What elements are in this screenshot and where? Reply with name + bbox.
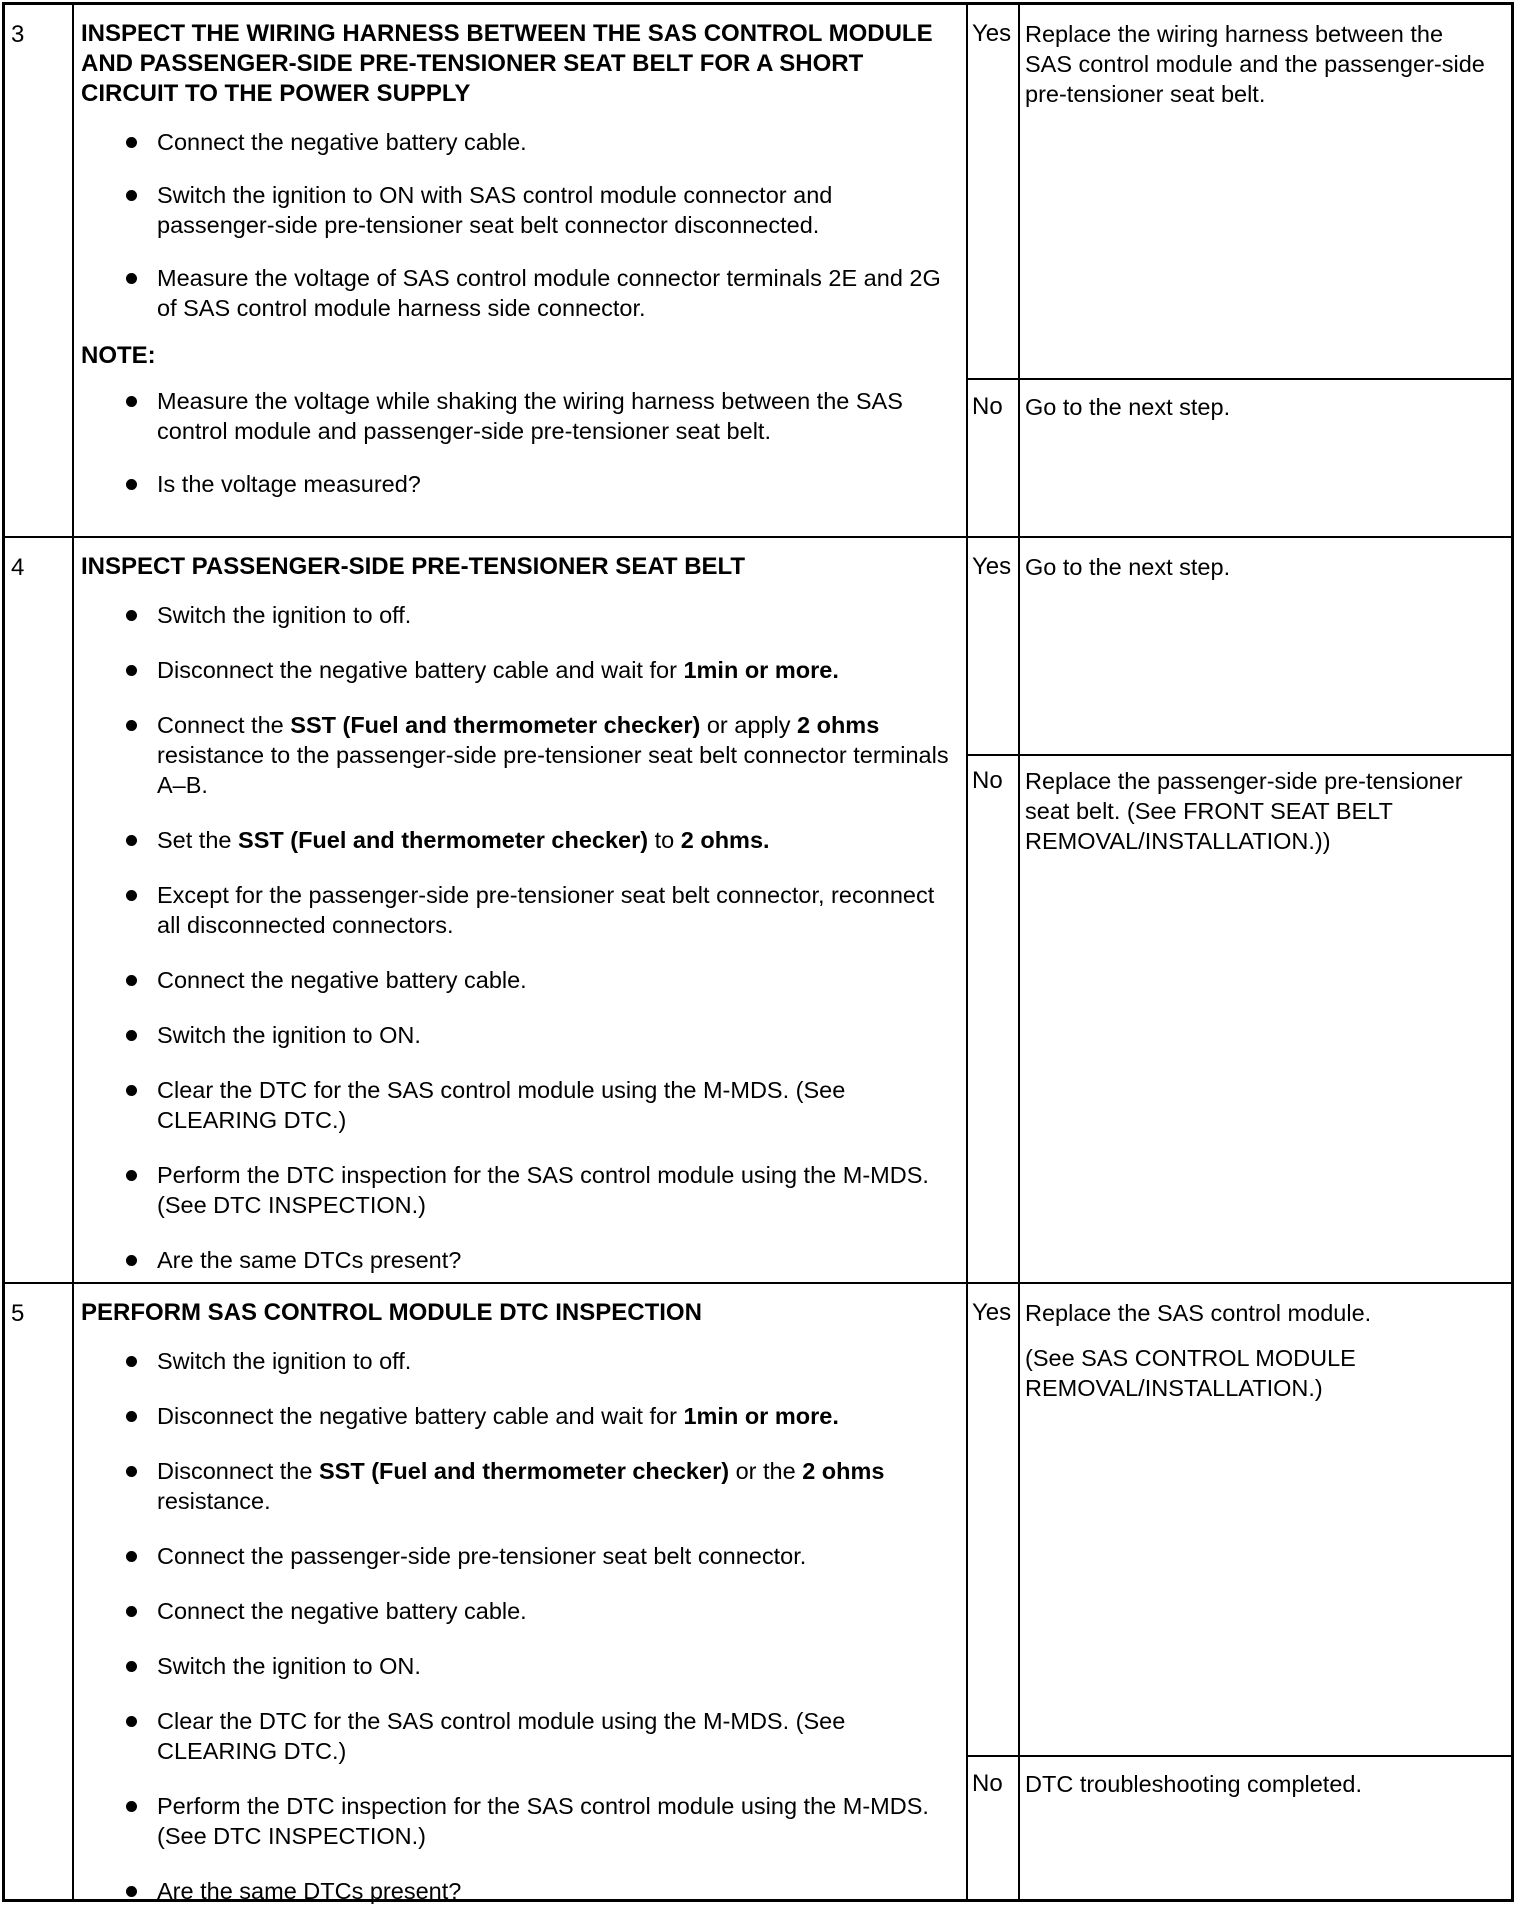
list-item: Connect the passenger-side pre-tensioner seat belt connector.: [81, 1541, 951, 1571]
list-item: Measure the voltage while shaking the wiring harness between the SAS control module and passenger-side pre-tensioner seat belt.: [81, 386, 951, 446]
result-divider: [966, 754, 1511, 756]
list-item: Except for the passenger-side pre-tensioner seat belt connector, reconnect all disconnected connectors.: [81, 880, 951, 940]
yes-action-reference: (See SAS CONTROL MODULE REMOVAL/INSTALLATION.): [1025, 1345, 1356, 1401]
item-emphasis: 2 ohms: [797, 712, 880, 738]
no-label: No: [972, 1770, 1003, 1797]
item-emphasis: 1min or more.: [683, 1403, 839, 1429]
list-item: Connect the negative battery cable.: [81, 965, 951, 995]
item-text: or apply: [700, 712, 797, 738]
result-divider: [966, 378, 1511, 380]
step-row-5: [5, 1282, 1511, 1904]
item-emphasis: SST (Fuel and thermometer checker): [238, 827, 649, 853]
step-number: 4: [11, 554, 25, 581]
list-item: Clear the DTC for the SAS control module using the M-MDS. (See CLEARING DTC.): [81, 1706, 951, 1766]
column-divider: [966, 538, 968, 1284]
note-list: [81, 386, 951, 499]
list-item: Switch the ignition to off.: [81, 600, 951, 630]
item-emphasis: 1min or more.: [683, 657, 839, 683]
column-divider: [966, 1284, 968, 1901]
step-title: PERFORM SAS CONTROL MODULE DTC INSPECTION: [81, 1299, 702, 1326]
yes-action: Replace the SAS control module.: [1025, 1300, 1372, 1326]
step-content: [81, 1298, 951, 1906]
list-item: Is the voltage measured?: [81, 469, 951, 499]
result-divider: [966, 1755, 1511, 1757]
column-divider: [72, 1284, 74, 1901]
item-text: Disconnect the negative battery cable and wait for: [157, 657, 677, 683]
item-text: Connect the: [157, 712, 284, 738]
item-text: resistance.: [157, 1488, 271, 1514]
no-action: Replace the passenger-side pre-tensioner seat belt. (See FRONT SEAT BELT REMOVAL/INSTALLATION.)): [1025, 768, 1463, 854]
list-item: [81, 825, 951, 855]
list-item: Switch the ignition to ON.: [81, 1020, 951, 1050]
yes-action: Go to the next step.: [1025, 554, 1231, 580]
step-list: [81, 600, 951, 1275]
step-title: INSPECT PASSENGER-SIDE PRE-TENSIONER SEAT BELT: [81, 553, 746, 580]
list-item: Connect the negative battery cable.: [81, 1596, 951, 1626]
list-item: [81, 1401, 951, 1431]
list-item: Are the same DTCs present?: [81, 1245, 951, 1275]
item-emphasis: SST (Fuel and thermometer checker): [318, 1458, 730, 1484]
no-action: DTC troubleshooting completed.: [1025, 1771, 1363, 1797]
step-list: [81, 127, 951, 323]
step-content: [81, 552, 951, 1275]
step-row-4: [5, 536, 1511, 1284]
column-divider: [1018, 538, 1020, 1284]
item-text: Set the: [157, 827, 232, 853]
column-divider: [1018, 1284, 1020, 1901]
list-item: [81, 1456, 951, 1516]
step-list: [81, 1346, 951, 1906]
column-divider: [72, 538, 74, 1284]
item-text: to: [648, 827, 681, 853]
yes-label: Yes: [972, 1299, 1012, 1326]
item-text: Disconnect the: [157, 1458, 313, 1484]
list-item: Switch the ignition to ON.: [81, 1651, 951, 1681]
item-emphasis: SST (Fuel and thermometer checker): [290, 712, 701, 738]
list-item: [81, 655, 951, 685]
list-item: Clear the DTC for the SAS control module using the M-MDS. (See CLEARING DTC.): [81, 1075, 951, 1135]
yes-action: Replace the wiring harness between the SAS control module and the passenger-side pre-tensioner seat belt.: [1025, 21, 1485, 107]
item-emphasis: 2 ohms.: [680, 827, 770, 853]
column-divider: [72, 5, 74, 536]
list-item: Perform the DTC inspection for the SAS control module using the M-MDS. (See DTC INSPECTION.): [81, 1160, 951, 1220]
item-emphasis: 2 ohms: [802, 1458, 885, 1484]
item-text: resistance to the passenger-side pre-tensioner seat belt connector terminals A–B.: [157, 742, 949, 798]
step-title: INSPECT THE WIRING HARNESS BETWEEN THE SAS CONTROL MODULE AND PASSENGER-SIDE PRE-TENSIONER SEAT BELT FOR A SHORT CIRCUIT TO THE POWER SUPPLY: [81, 20, 933, 107]
note-label: NOTE:: [81, 342, 156, 369]
item-text: Disconnect the negative battery cable and wait for: [157, 1403, 677, 1429]
column-divider: [1018, 5, 1020, 536]
step-content: [81, 19, 951, 499]
list-item: Switch the ignition to off.: [81, 1346, 951, 1376]
list-item: Are the same DTCs present?: [81, 1876, 951, 1906]
step-number: 3: [11, 21, 25, 48]
list-item: Switch the ignition to ON with SAS control module connector and passenger-side pre-tensioner seat belt connector disconnected.: [81, 180, 951, 240]
step-number: 5: [11, 1300, 25, 1327]
step-row-3: [5, 5, 1511, 536]
list-item: [81, 710, 951, 800]
yes-label: Yes: [972, 20, 1012, 47]
list-item: Connect the negative battery cable.: [81, 127, 951, 157]
list-item: Measure the voltage of SAS control module connector terminals 2E and 2G of SAS control module harness side connector.: [81, 263, 951, 323]
troubleshooting-table: [2, 2, 1514, 1902]
yes-label: Yes: [972, 553, 1012, 580]
column-divider: [966, 5, 968, 536]
no-label: No: [972, 393, 1003, 420]
no-action: Go to the next step.: [1025, 394, 1231, 420]
item-text: or the: [729, 1458, 803, 1484]
no-label: No: [972, 767, 1003, 794]
list-item: Perform the DTC inspection for the SAS control module using the M-MDS. (See DTC INSPECTION.): [81, 1791, 951, 1851]
